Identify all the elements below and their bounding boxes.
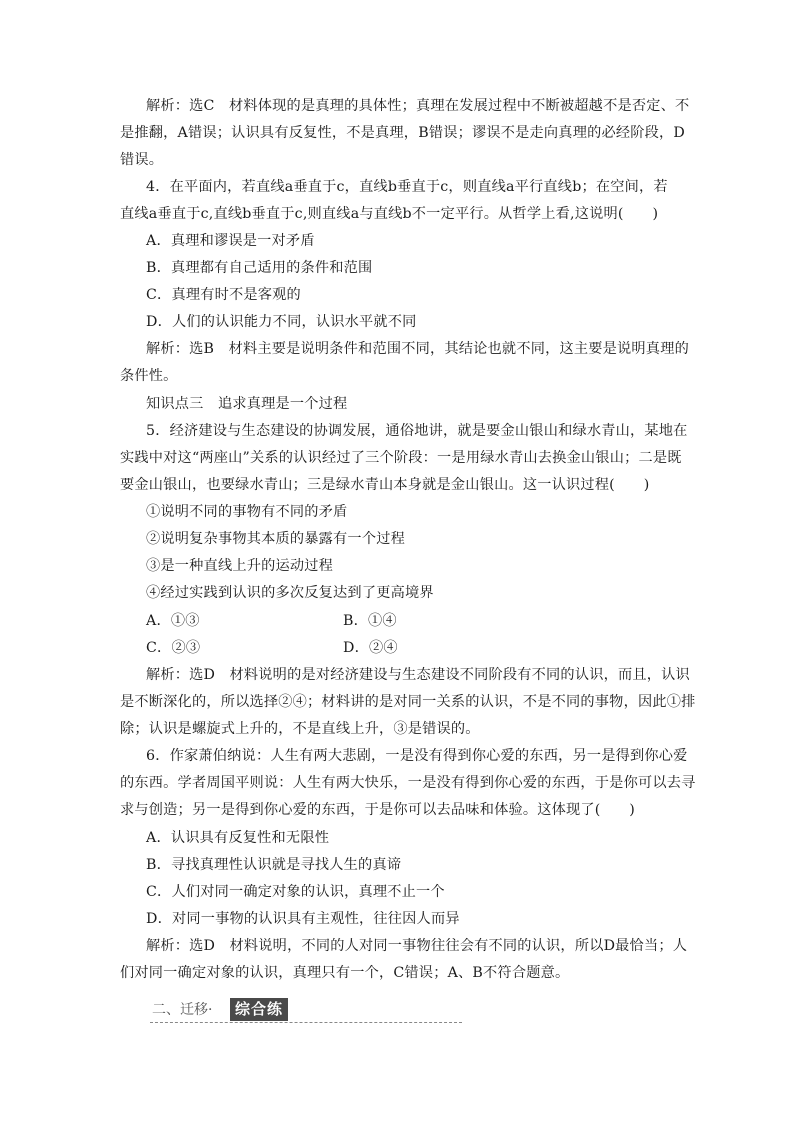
question-5-statement-2: ②说明复杂事物其本质的暴露有一个过程 — [146, 531, 405, 547]
section-footer-divider — [150, 1022, 462, 1023]
question-6-option-b: B．寻找真理性认识就是寻找人生的真谛 — [146, 857, 402, 873]
answer-6-line-1: 解析：选D 材料说明，不同的人对同一事物往往会有不同的认识，所以D最恰当；人 — [146, 938, 688, 954]
question-6-option-a: A．认识具有反复性和无限性 — [146, 830, 330, 846]
question-4-line-1: 4．在平面内，若直线a垂直于c，直线b垂直于c，则直线a平行直线b；在空间，若 — [146, 179, 668, 195]
question-4-option-a: A．真理和谬误是一对矛盾 — [146, 233, 315, 249]
answer-3-line-3: 错误。 — [120, 152, 164, 168]
question-5-statement-4: ④经过实践到认识的多次反复达到了更高境界 — [146, 585, 434, 601]
question-5-option-d: D．②④ — [343, 640, 398, 656]
section-footer-badge: 综合练 — [230, 998, 288, 1021]
question-4-option-c: C．真理有时不是客观的 — [146, 287, 301, 303]
question-5-statement-1: ①说明不同的事物有不同的矛盾 — [146, 504, 348, 520]
question-4-line-2: 直线a垂直于c,直线b垂直于c,则直线a与直线b不一定平行。从哲学上看,这说明( ) — [120, 206, 659, 222]
answer-3-line-2: 是推翻，A错误；认识具有反复性，不是真理，B错误；谬误不是走向真理的必经阶段，D — [120, 125, 685, 141]
answer-4-line-1: 解析：选B 材料主要是说明条件和范围不同，其结论也就不同，这主要是说明真理的 — [146, 341, 689, 357]
question-5-statement-3: ③是一种直线上升的运动过程 — [146, 558, 334, 574]
answer-4-line-2: 条件性。 — [120, 368, 178, 384]
section-heading: 知识点三 追求真理是一个过程 — [146, 396, 348, 412]
question-4-option-b: B．真理都有自己适用的条件和范围 — [146, 260, 373, 276]
question-6-option-c: C．人们对同一确定对象的认识，真理不止一个 — [146, 884, 445, 900]
answer-6-line-2: 们对同一确定对象的认识，真理只有一个，C错误；A、B不符合题意。 — [120, 965, 570, 981]
question-6-option-d: D．对同一事物的认识具有主观性，往往因人而异 — [146, 911, 460, 927]
question-5-option-c: C．②③ — [146, 640, 201, 656]
question-6-line-1: 6．作家萧伯纳说：人生有两大悲剧，一是没有得到你心爱的东西，另一是得到你心爱 — [146, 748, 688, 764]
question-5-line-1: 5．经济建设与生态建设的协调发展，通俗地讲，就是要金山银山和绿水青山，某地在 — [146, 423, 688, 439]
answer-5-line-2: 是不断深化的，所以选择②④；材料讲的是对同一关系的认识，不是不同的事物，因此①排 — [120, 694, 696, 710]
question-6-line-3: 求与创造；另一是得到你心爱的东西，于是你可以去品味和体验。这体现了( ) — [120, 802, 636, 818]
question-5-option-b: B．①④ — [343, 613, 397, 629]
answer-5-line-1: 解析：选D 材料说明的是对经济建设与生态建设不同阶段有不同的认识，而且，认识 — [146, 667, 690, 683]
question-5-line-3: 要金山银山，也要绿水青山；三是绿水青山本身就是金山银山。这一认识过程( ) — [120, 477, 650, 493]
answer-3-line-1: 解析：选C 材料体现的是真理的具体性；真理在发展过程中不断被超越不是否定、不 — [146, 98, 690, 114]
section-footer-label: 二、迁移· — [152, 1002, 213, 1018]
question-5-line-2: 实践中对这“两座山”关系的认识经过了三个阶段：一是用绿水青山去换金山银山；二是既 — [120, 450, 682, 466]
question-4-option-d: D．人们的认识能力不同，认识水平就不同 — [146, 314, 417, 330]
question-5-option-a: A．①③ — [146, 613, 200, 629]
answer-5-line-3: 除；认识是螺旋式上升的，不是直线上升，③是错误的。 — [120, 721, 480, 737]
question-6-line-2: 的东西。学者周国平则说：人生有两大快乐，一是没有得到你心爱的东西，于是你可以去寻 — [120, 775, 696, 791]
